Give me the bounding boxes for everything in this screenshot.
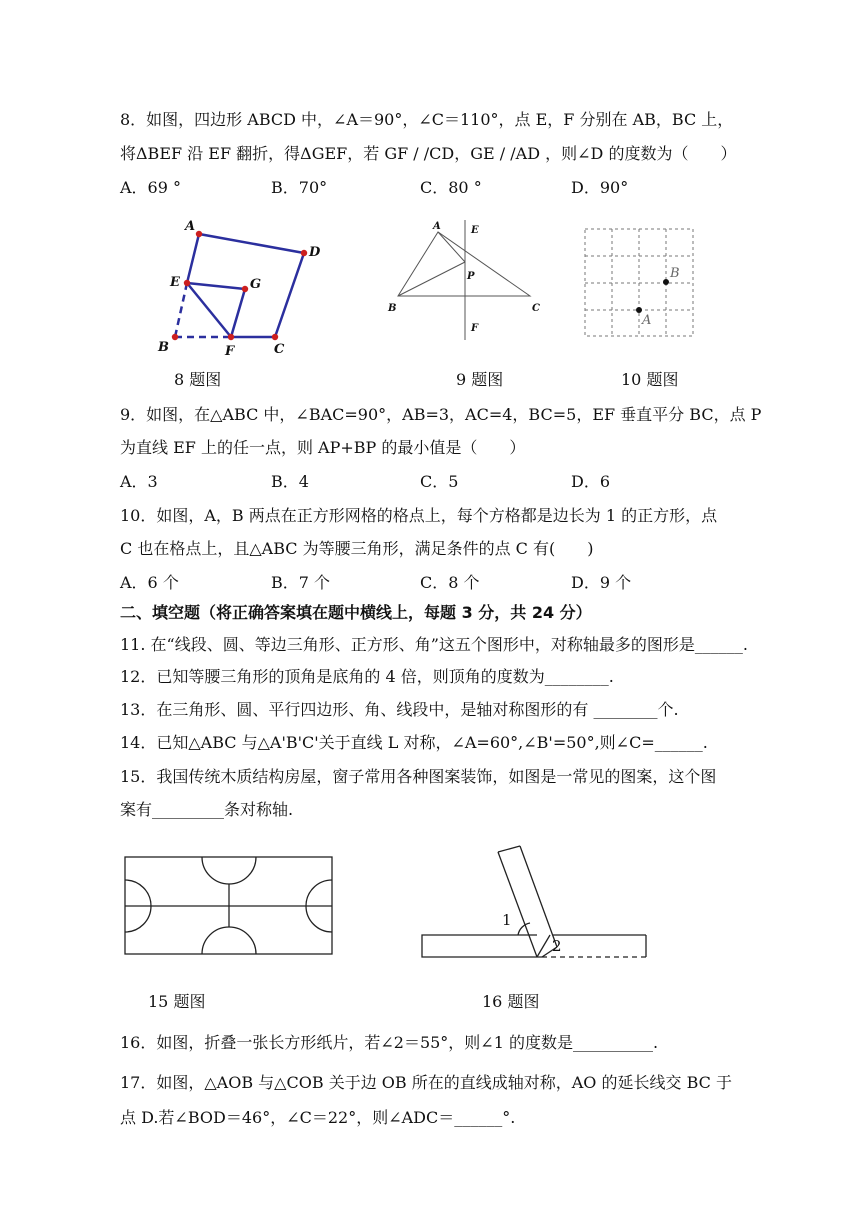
fig9-label-c: C — [532, 303, 540, 314]
q10-option-a: A．6 个 — [120, 573, 179, 592]
q15-line-2: 案有_________条对称轴. — [120, 800, 294, 819]
q10-line-2: C 也在格点上，且△ABC 为等腰三角形，满足条件的点 C 有( ) — [120, 539, 594, 558]
fig15-bottom-semicircle — [202, 927, 256, 954]
fig10-label-b: B — [670, 266, 680, 281]
fig15-caption: 15 题图 — [148, 992, 206, 1011]
fig16-folded-strip-right — [520, 846, 557, 947]
q10-option-b: B．7 个 — [271, 573, 331, 592]
fig8-segment-ef — [187, 283, 231, 337]
q8-line-2: 将ΔBEF 沿 EF 翻折，得ΔGEF，若 GF / /CD，GE / /AD ，则∠D 的度数为（ ） — [120, 144, 737, 163]
fig8-label-d: D — [309, 245, 321, 260]
fig15-top-semicircle — [202, 857, 256, 884]
q8-option-a: A．69 ° — [120, 178, 182, 197]
q17-line-2: 点 D.若∠BOD＝46°，∠C＝22°，则∠ADC＝______°. — [120, 1108, 516, 1127]
figure-9 — [380, 215, 550, 345]
fig9-label-p: P — [467, 271, 475, 282]
fig8-point-c — [272, 334, 278, 340]
fig10-caption: 10 题图 — [621, 370, 679, 389]
q8-option-c: C．80 ° — [420, 178, 482, 197]
section-2-title: 二、填空题（将正确答案填在题中横线上，每题 3 分，共 24 分） — [120, 603, 592, 622]
fig8-label-g: G — [250, 277, 262, 292]
fig9-label-a: A — [433, 221, 441, 232]
fig8-label-c: C — [274, 342, 285, 357]
fig10-point-b — [663, 279, 669, 285]
q9-option-b: B．4 — [271, 472, 309, 491]
fig8-point-f — [228, 334, 234, 340]
fig8-segment-eg — [187, 283, 245, 289]
fig8-label-a: A — [185, 219, 196, 234]
q10-option-d: D．9 个 — [571, 573, 632, 592]
q9-line-1: 9．如图，在△ABC 中，∠BAC=90°，AB=3，AC=4，BC=5，EF 垂直平分 BC，点 P — [120, 405, 762, 424]
q9-option-c: C．5 — [420, 472, 459, 491]
fig8-point-b — [172, 334, 178, 340]
q15-line-1: 15．我国传统木质结构房屋，窗子常用各种图案装饰，如图是一常见的图案，这个图 — [120, 767, 717, 786]
fig9-label-f: F — [471, 323, 479, 334]
fig9-label-b: B — [388, 303, 397, 314]
q8-line-1: 8．如图，四边形 ABCD 中，∠A＝90°，∠C＝110°，点 E，F 分别在 AB，BC 上， — [120, 110, 734, 129]
q11-text: 11. 在“线段、圆、等边三角形、正方形、角”这五个图形中，对称轴最多的图形是______. — [120, 635, 748, 654]
fig8-point-e — [184, 280, 190, 286]
fig16-label-angle-2: 2 — [552, 937, 562, 955]
q16-text: 16．如图，折叠一张长方形纸片，若∠2＝55°，则∠1 的度数是__________. — [120, 1033, 659, 1052]
fig9-caption: 9 题图 — [456, 370, 504, 389]
q9-option-d: D．6 — [571, 472, 611, 491]
q8-option-b: B．70° — [271, 178, 328, 197]
fig16-folded-strip-top — [498, 846, 520, 852]
figure-16 — [415, 840, 655, 965]
q14-text: 14．已知△ABC 与△A'B'C'关于直线 L 对称，∠A=60°,∠B'=50°,则∠C=______. — [120, 733, 708, 752]
figure-8 — [150, 210, 340, 360]
fig8-segment-gf — [231, 289, 245, 337]
q12-text: 12．已知等腰三角形的顶角是底角的 4 倍，则顶角的度数为________. — [120, 667, 614, 686]
fig8-caption: 8 题图 — [174, 370, 222, 389]
fig8-dashed-eb — [175, 283, 187, 337]
fig8-point-a — [196, 231, 202, 237]
fig16-caption: 16 题图 — [482, 992, 540, 1011]
fig8-label-e: E — [170, 275, 180, 290]
fig16-folded-strip-left — [498, 852, 537, 957]
q8-option-d: D．90° — [571, 178, 629, 197]
q9-option-a: A．3 — [120, 472, 158, 491]
fig16-strip-left — [422, 935, 542, 957]
q10-option-c: C．8 个 — [420, 573, 480, 592]
fig9-label-e: E — [471, 225, 479, 236]
q10-line-1: 10．如图，A，B 两点在正方形网格的格点上，每个方格都是边长为 1 的正方形，点 — [120, 506, 718, 525]
fig8-point-g — [242, 286, 248, 292]
q17-line-1: 17．如图，△AOB 与△COB 关于边 OB 所在的直线成轴对称，AO 的延长线交 BC 于 — [120, 1073, 732, 1092]
figure-15 — [120, 850, 340, 960]
q9-line-2: 为直线 EF 上的任一点，则 AP+BP 的最小值是（ ） — [120, 438, 526, 457]
fig9-segment-ap — [438, 232, 465, 262]
q13-text: 13．在三角形、圆、平行四边形、角、线段中，是轴对称图形的有 ________个. — [120, 700, 679, 719]
fig8-label-f: F — [225, 344, 235, 359]
fig8-point-d — [301, 250, 307, 256]
fig10-label-a: A — [642, 313, 652, 328]
fig16-label-angle-1: 1 — [502, 911, 512, 929]
fig8-label-b: B — [158, 340, 169, 355]
figure-10 — [580, 225, 700, 340]
